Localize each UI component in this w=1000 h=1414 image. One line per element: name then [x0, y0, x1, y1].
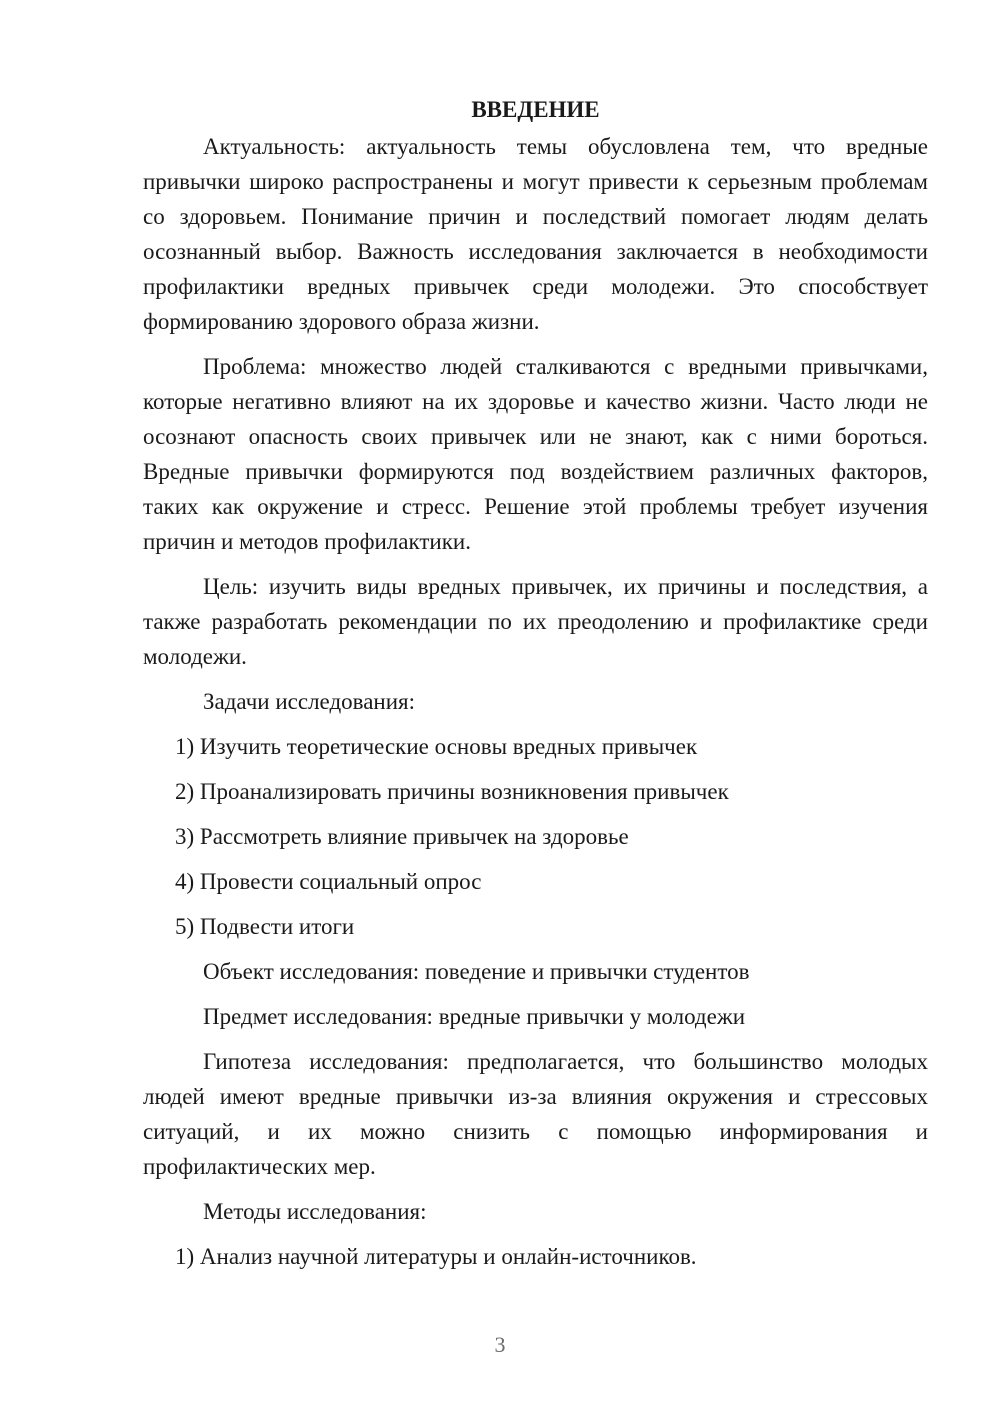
tasks-heading: Задачи исследования:	[203, 689, 416, 714]
task-item: 1) Изучить теоретические основы вредных привычек	[175, 734, 698, 759]
task-item: 5) Подвести итоги	[175, 914, 355, 939]
method-item: 1) Анализ научной литературы и онлайн-источников.	[175, 1244, 697, 1269]
task-item: 4) Провести социальный опрос	[175, 869, 482, 894]
section-title: ВВЕДЕНИЕ	[471, 97, 600, 122]
task-item: 2) Проанализировать причины возникновения привычек	[175, 779, 729, 804]
methods-heading: Методы исследования:	[203, 1199, 427, 1224]
hypothesis-paragraph: Гипотеза исследования: предполагается, что большинство молодых людей имеют вредные привычки из-за влияния окружения и стрессовых ситуаций, и их можно снизить с помощью информирования и профилактических мер.	[143, 1049, 928, 1179]
problem-paragraph: Проблема: множество людей сталкиваются с вредными привычками, которые негативно влияют на их здоровье и качество жизни. Часто люди не осознают опасность своих привычек или не знают, как с ними бороться. Вредные привычки формируются под воздействием различных факторов, таких как окружение и стресс. Решение этой проблемы требует изучения причин и методов профилактики.	[143, 354, 928, 554]
goal-paragraph: Цель: изучить виды вредных привычек, их причины и последствия, а также разработать рекомендации по их преодолению и профилактике среди молодежи.	[143, 574, 928, 669]
relevance-paragraph: Актуальность: актуальность темы обусловлена тем, что вредные привычки широко распространены и могут привести к серьезным проблемам со здоровьем. Понимание причин и последствий помогает людям делать осознанный выбор. Важность исследования заключается в необходимости профилактики вредных привычек среди молодежи. Это способствует формированию здорового образа жизни.	[143, 134, 928, 334]
object-paragraph: Объект исследования: поведение и привычки студентов	[203, 959, 750, 984]
subject-paragraph: Предмет исследования: вредные привычки у молодежи	[203, 1004, 746, 1029]
task-item: 3) Рассмотреть влияние привычек на здоровье	[175, 824, 629, 849]
document-body	[143, 92, 928, 1284]
page-number: 3	[494, 1332, 506, 1357]
